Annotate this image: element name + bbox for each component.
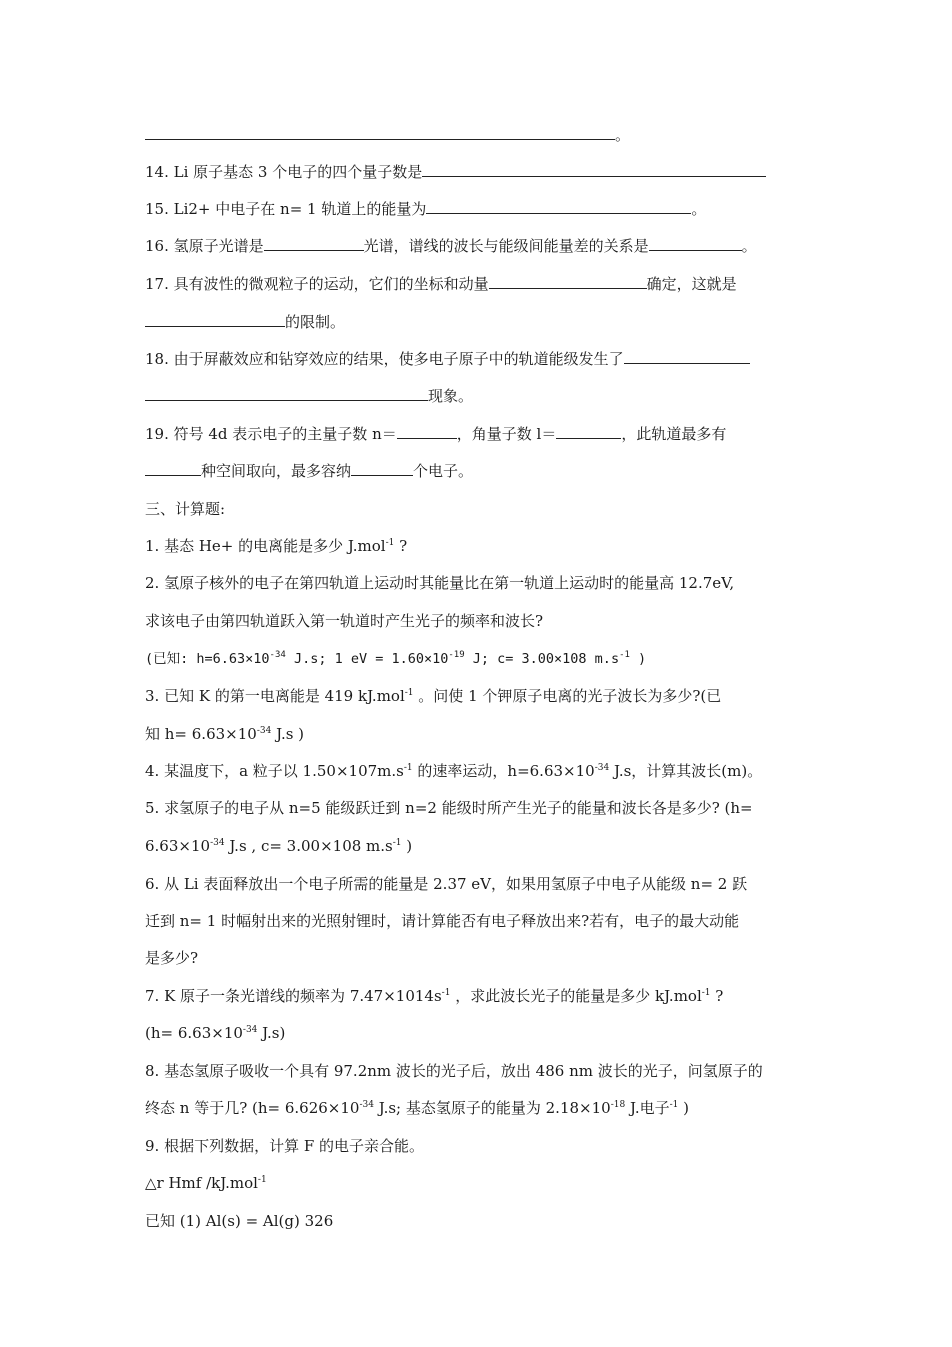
calc-question-7: 7. K 原子一条光谱线的频率为 $7.47\times 1014s^{-1}$ ，求此波长光子的能量是多少 kJ.mol$^{-1}$ ?: [145, 987, 724, 1005]
question-17: 17. 具有波性的微观粒子的运动，它们的坐标和动量 确定，这就是: [145, 275, 737, 293]
answer-blank[interactable]: [145, 386, 428, 401]
calc-question-8: 8. 基态氢原子吸收一个具有 97.2nm 波长的光子后，放出 486 nm 波长的光子，问氢原子的: [145, 1062, 763, 1080]
line-continuation: 。: [145, 125, 630, 145]
calc-question-6-cont2: 是多少?: [145, 949, 199, 967]
calc-question-9-given: 已知 (1) Al(s) = Al(g) 326: [145, 1212, 334, 1230]
answer-blank[interactable]: [489, 274, 647, 289]
calc-question-6: 6. 从 Li 表面释放出一个电子所需的能量是 2.37 eV，如果用氢原子中电子从能级 n= 2 跃: [145, 875, 748, 893]
calc-question-6-cont: 迁到 n= 1 时幅射出来的光照射锂时，请计算能否有电子释放出来?若有，电子的最大动能: [145, 912, 740, 930]
calc-question-9-unit: △r Hmf /kJ.mol$^{-1}$: [145, 1174, 267, 1192]
question-18: 18. 由于屏蔽效应和钻穿效应的结果，使多电子原子中的轨道能级发生了: [145, 349, 750, 369]
calc-question-5: 5. 求氢原子的电子从 n=5 能级跃迁到 n=2 能级时所产生光子的能量和波长各是多少? (h=: [145, 799, 753, 817]
calc-question-8-cont: 终态 n 等于几? ($h= 6.626\times 10^{-34}$ J.s; 基态氢原子的能量为 $2.18\times 10^{-18}$ J.电子$^{-1}$ ): [145, 1099, 689, 1117]
answer-blank[interactable]: [145, 312, 285, 327]
calc-question-9: 9. 根据下列数据，计算 F 的电子亲合能。: [145, 1137, 425, 1155]
question-19-cont: 种空间取向，最多容纳 个电子。: [145, 461, 473, 481]
answer-blank[interactable]: [426, 199, 691, 214]
answer-blank[interactable]: [145, 125, 615, 140]
section-heading: 三、计算题:: [145, 500, 226, 518]
answer-blank[interactable]: [556, 424, 621, 439]
answer-blank[interactable]: [649, 236, 742, 251]
question-18-cont: 现象。: [145, 386, 473, 406]
answer-blank[interactable]: [145, 461, 201, 476]
calc-question-2: 2. 氢原子核外的电子在第四轨道上运动时其能量比在第一轨道上运动时的能量高 12.7eV,: [145, 574, 735, 592]
question-17-cont: 的限制。: [145, 312, 345, 332]
calc-question-2-cont: 求该电子由第四轨道跃入第一轨道时产生光子的频率和波长?: [145, 612, 544, 630]
question-14: 14. Li 原子基态 3 个电子的四个量子数是: [145, 162, 766, 182]
calc-question-1: 1. 基态 He+ 的电离能是多少 J.mol$^{-1}$ ?: [145, 537, 408, 555]
calc-question-3-cont: 知 $h= 6.63\times 10^{-34}$ J.s ): [145, 725, 305, 743]
answer-blank[interactable]: [397, 424, 457, 439]
answer-blank[interactable]: [624, 349, 750, 364]
question-19: 19. 符号 4d 表示电子的主量子数 n＝ ，角量子数 l＝ ，此轨道最多有: [145, 425, 727, 443]
question-16: 16. 氢原子光谱是 光谱，谱线的波长与能级间能量差的关系是 。: [145, 237, 757, 255]
answer-blank[interactable]: [422, 162, 766, 177]
answer-blank[interactable]: [264, 236, 364, 251]
calc-question-7-cont: ($h= 6.63\times 10^{-34}$ J.s): [145, 1024, 286, 1042]
calc-question-2-given: (已知: $h=6.63\times 10^{-34}$ J.s; 1 eV = $1.60\times 10^{-19}$ J; c= 3.00×108 $m.s^{-1}$ ): [145, 650, 647, 667]
calc-question-4: 4. 某温度下，a 粒子以 $1.50\times 107m.s^{-1}$ 的速率运动，$h=6.63\times 10^{-34}$ J.s，计算其波长(m)。: [145, 762, 763, 780]
question-15: 15. Li2+ 中电子在 n= 1 轨道上的能量为 。: [145, 200, 707, 218]
calc-question-3: 3. 已知 K 的第一电离能是 419 kJ.mol$^{-1}$ 。问使 1 个钾原子电离的光子波长为多少?(已: [145, 687, 722, 705]
calc-question-5-cont: $6.63\times 10^{-34}$ J.s , c= 3.00×108 $m.s^{-1}$ ): [145, 837, 413, 855]
answer-blank[interactable]: [351, 461, 413, 476]
